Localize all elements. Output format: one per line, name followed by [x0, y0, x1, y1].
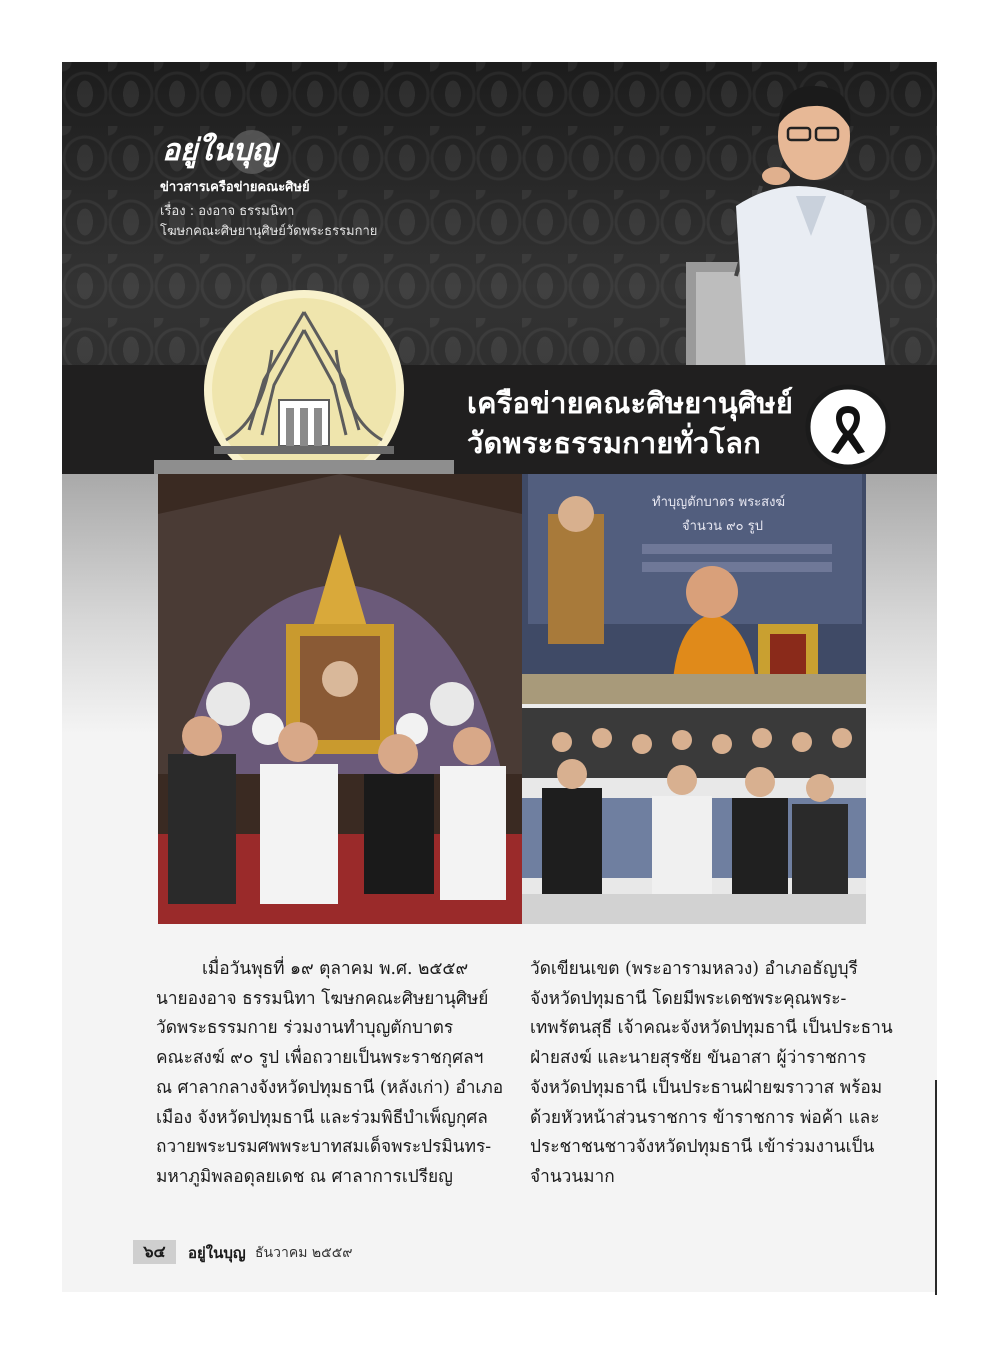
speaker-photo [676, 76, 926, 372]
page-number: ๖๔ [133, 1240, 176, 1264]
logo-text: อยู่ในบุญ [162, 133, 278, 168]
attendees-photo [522, 708, 866, 924]
section-kicker: ข่าวสารเครือข่ายคณะศิษย์ [160, 180, 310, 195]
body-line: ณ ศาลากลางจังหวัดปทุมธานี (หลังเก่า) อำเภอ [156, 1077, 504, 1098]
ceremony-group-photo [158, 474, 522, 924]
body-line: วัดพระธรรมกาย ร่วมงานทำบุญตักบาตร [156, 1018, 454, 1039]
body-line: มหาภูมิพลอดุลยเดช ณ ศาลาการเปรียญ [156, 1166, 453, 1187]
body-column-1 [156, 955, 504, 1193]
body-line: วัดเขียนเขต (พระอารามหลวง) อำเภอธัญบุรี [530, 959, 858, 979]
body-line: คณะสงฆ์ ๙๐ รูป เพื่อถวายเป็นพระราชกุศลฯ [156, 1048, 484, 1069]
temple-icon [154, 290, 454, 474]
body-line: ประชาชนชาวจังหวัดปทุมธานี เข้าร่วมงานเป็น [530, 1137, 875, 1158]
body-line: เทพรัตนสุธี เจ้าคณะจังหวัดปทุมธานี เป็นประธาน [530, 1018, 893, 1039]
body-column-2 [530, 955, 893, 1193]
logo [160, 120, 280, 182]
article-title-line1: เครือข่ายคณะศิษยานุศิษย์ [467, 386, 794, 420]
monk-ceremony-photo [522, 474, 866, 704]
byline-role: โฆษกคณะศิษยานุศิษย์วัดพระธรรมกาย [160, 224, 378, 239]
footer-magazine-name: อยู่ในบุญ [188, 1244, 246, 1262]
body-line: เมื่อวันพุธที่ ๑๙ ตุลาคม พ.ศ. ๒๕๕๙ [202, 959, 469, 979]
byline: เรื่อง : องอาจ ธรรมนิทา [160, 204, 295, 219]
article-header [62, 62, 937, 474]
body-line: จังหวัดปทุมธานี เป็นประธานฝ่ายฆราวาส พร้อม [530, 1077, 883, 1098]
banner-line2: จำนวน ๙๐ รูป [682, 519, 763, 534]
banner-line1: ทำบุญตักบาตร พระสงฆ์ [652, 495, 786, 510]
mourning-ribbon-icon [805, 384, 891, 470]
footer-issue-date: ธันวาคม ๒๕๕๙ [255, 1245, 353, 1261]
body-line: ถวายพระบรมศพพระบาทสมเด็จพระปรมินทร- [156, 1137, 492, 1158]
body-line: จำนวนมาก [530, 1166, 615, 1187]
body-line: ด้วยหัวหน้าส่วนราชการ ข้าราชการ พ่อค้า และ [530, 1107, 880, 1128]
margin-rule [935, 1080, 937, 1295]
article-title-line2: วัดพระธรรมกายทั่วโลก [467, 426, 761, 460]
body-line: เมือง จังหวัดปทุมธานี และร่วมพิธีบำเพ็ญกุศล [156, 1107, 488, 1128]
body-line: จังหวัดปทุมธานี โดยมีพระเดชพระคุณพระ- [530, 988, 847, 1009]
body-line: นายองอาจ ธรรมนิทา โฆษกคณะศิษยานุศิษย์ [156, 988, 489, 1009]
body-line: ฝ่ายสงฆ์ และนายสุรชัย ขันอาสา ผู้ว่าราชการ [530, 1048, 867, 1069]
